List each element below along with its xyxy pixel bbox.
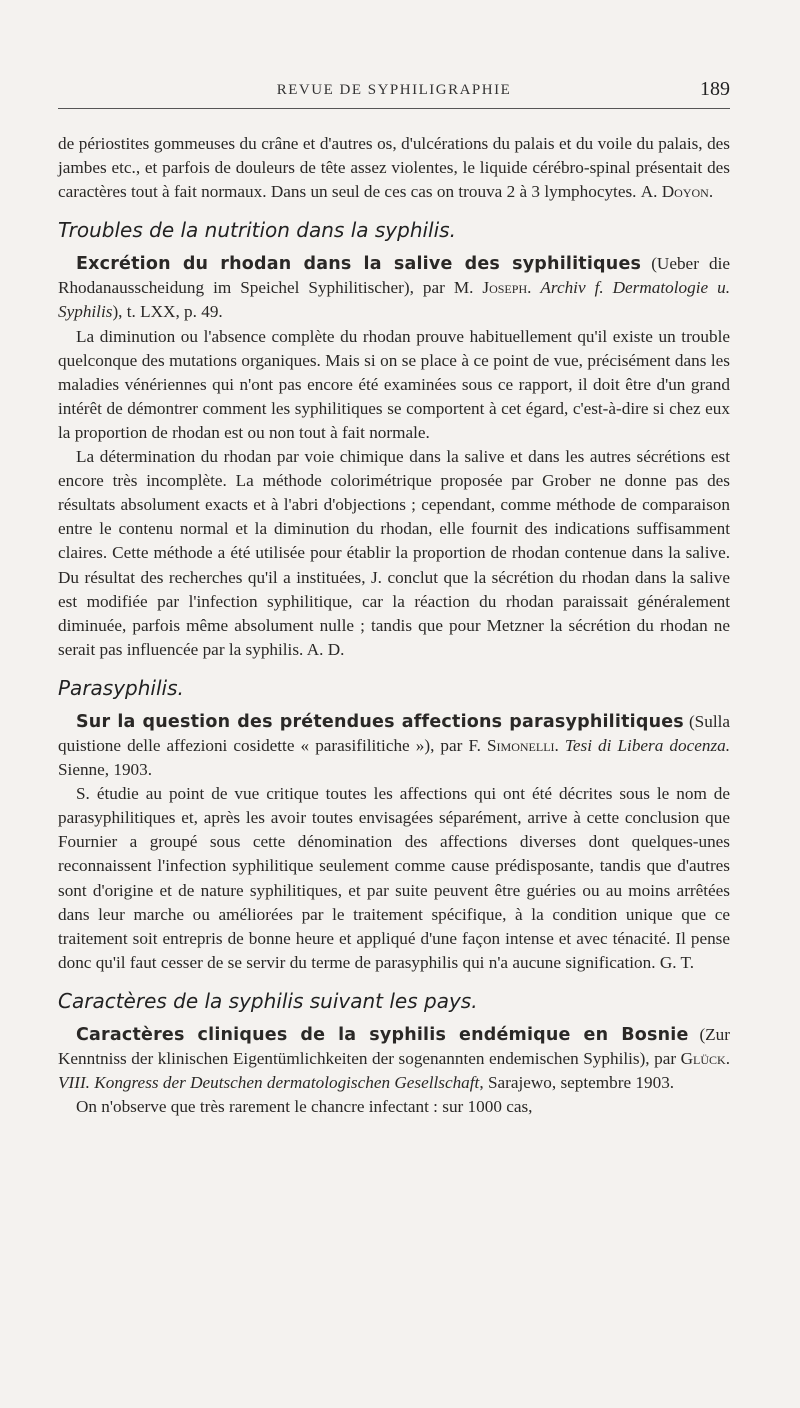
paragraph: On n'observe que très rarement le chancre infectant : sur 1000 cas, [76, 1097, 533, 1117]
signature: A. D. [306, 639, 345, 659]
article-title: Excrétion du rhodan dans la salive des syphilitiques [76, 254, 642, 275]
reference-details: Sienne, 1903. [58, 760, 153, 780]
journal: Archiv f. Dermatologie u. Syphilis [58, 278, 731, 322]
author: Glück. [680, 1049, 730, 1068]
paragraph-continued [58, 132, 730, 204]
paragraph: La diminution ou l'absence complète du rhodan prouve habituellement qu'il existe un trouble quelconque des mutations organiques. Mais si on se place à ce point de vue, précisément dans les maladies vénériennes qui n'ont pas encore été examinées sous ce rapport, il doit être d'un grand intérêt de démontrer comment les syphilitiques se comportent à cet égard, c'est-à-dire si chez eux la proportion de rhodan est ou non tout à fait normale. [58, 326, 730, 442]
signature: G. T. [659, 952, 695, 972]
article-title: Sur la question des prétendues affections parasyphilitiques [76, 711, 684, 732]
article-reference [58, 710, 730, 782]
paragraph-text: de périostites gommeuses du crâne et d'autres os, d'ulcérations du palais et du voile du palais, des jambes etc., et parfois de douleurs de tête assez violentes, le liquide cérébro-spinal présentait des caractères tout à fait normaux. Dans un seul de ces cas on trouva 2 à 3 lymphocytes. [58, 134, 730, 202]
reference-text: (Sulla quistione delle affezioni cosidette « parasifilitiche »), par F. [58, 711, 731, 755]
page-number: 189 [700, 78, 730, 100]
journal: VIII. Kongress der Deutschen dermatologischen Gesellschaft [58, 1073, 480, 1093]
journal: Tesi di Libera docenza. [564, 735, 731, 755]
page-header [58, 78, 730, 109]
section-title-nutrition: Troubles de la nutrition dans la syphilis. [58, 218, 456, 243]
reference-text: (Zur Kenntniss der klinischen Eigentümlichkeiten der sogenannten endemischen Syphilis), par [58, 1024, 730, 1068]
article-reference [58, 1023, 730, 1095]
author: Joseph. [482, 278, 532, 298]
paragraph-text: La détermination du rhodan par voie chimique dans la salive et dans les autres sécrétions est encore très incomplète. La méthode colorimétrique proposée par Grober ne donne pas des résultats absolument exacts et à l'abri d'objections ; cependant, comme méthode de comparaison entre le contenu normal et la diminution du rhodan, elle fournit des indications suffisamment claires. Cette méthode a été utilisée pour établir la proportion de rhodan contenue dans la salive. Du résultat des recherches qu'il a instituées, J. conclut que la sécrétion du rhodan dans la salive est modifiée par l'infection syphilitique, car la réaction du rhodan paraissait généralement diminuée, parfois même absolument nulle ; tandis que pour Metzner la sécrétion du rhodan ne serait pas influencée par la syphilis. [58, 447, 730, 659]
section-title-parasyphilis: Parasyphilis. [58, 675, 184, 700]
reference-details: , Sarajewo, septembre 1903. [479, 1073, 675, 1093]
paragraph [58, 782, 730, 975]
article-title: Caractères cliniques de la syphilis endémique en Bosnie [76, 1024, 689, 1045]
paragraph-text: S. étudie au point de vue critique toutes les affections qui ont été décrites sous le nom de parasyphilitiques et, après les avoir toutes envisagées séparément, arrive à cette conclusion que Fournier a groupé sous cette dénomination des affections diverses dont quelques-unes reconnaissent l'infection syphilitique seulement comme cause prédisposante, tandis que d'autres sont d'origine et de nature syphilitiques, et par suite peuvent être guéries ou au moins arrêtées dans leur marche ou améliorées par le traitement spécifique, à la condition unique que ce traitement soit entrepris de bonne heure et appliqué d'une façon intense et avec ténacité. Il pense donc qu'il faut cesser de se servir du terme de parasyphilis qui n'a aucune signification. [58, 784, 730, 972]
reference-details: ), t. LXX, p. 49. [112, 302, 223, 322]
paragraph [58, 445, 730, 662]
body-text [58, 132, 730, 1119]
article-reference [58, 252, 730, 324]
running-title: REVUE DE SYPHILIGRAPHIE [276, 82, 512, 98]
section-title-pays: Caractères de la syphilis suivant les pays. [58, 988, 478, 1013]
author: Simonelli. [487, 735, 559, 755]
reference-text: (Ueber die Rhodanausscheidung im Speichel Syphilitischer), par M. [58, 254, 730, 298]
signature: A. Doyon. [640, 182, 714, 202]
